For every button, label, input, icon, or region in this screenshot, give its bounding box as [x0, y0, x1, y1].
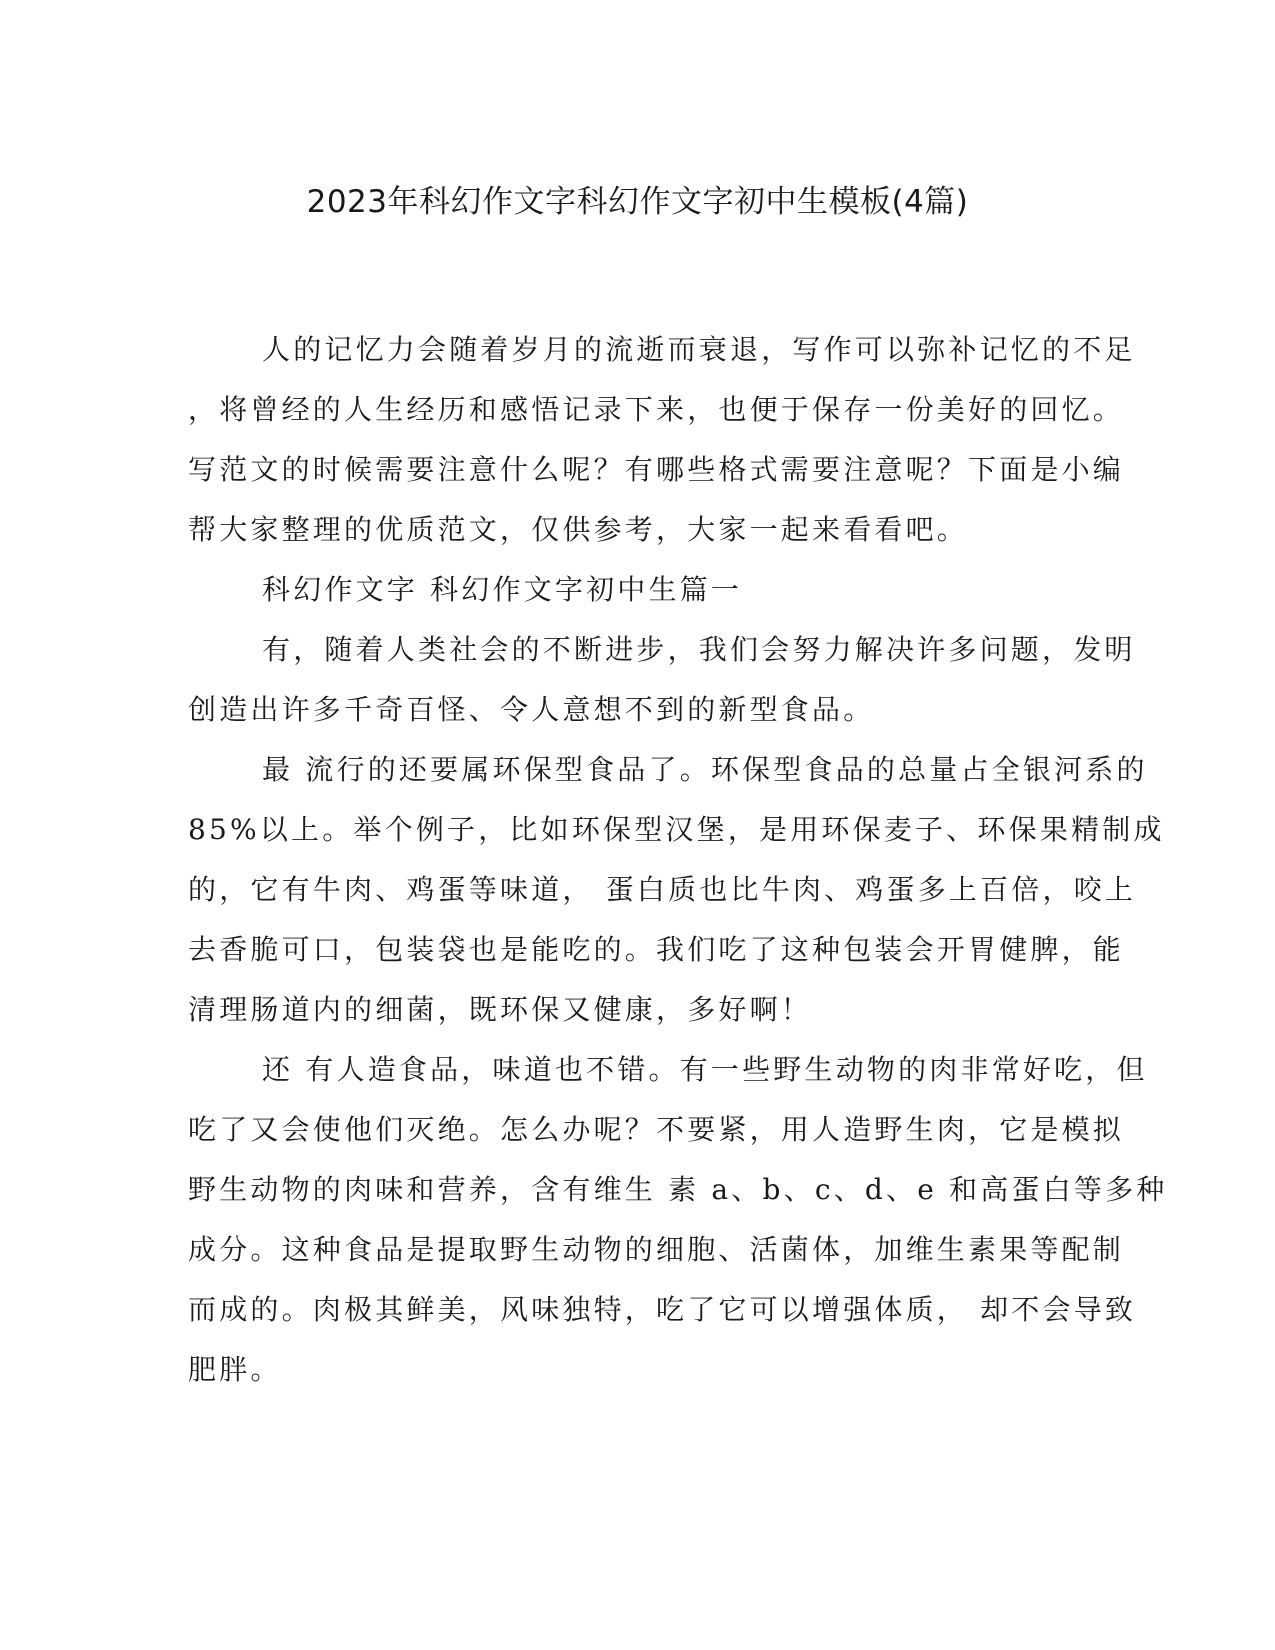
text-line: 而成的。肉极其鲜美，风味独特，吃了它可以增强体质， 却不会导致 [188, 1293, 1137, 1326]
document-body [188, 320, 1168, 1400]
text-line: 帮大家整理的优质范文，仅供参考，大家一起来看看吧。 [188, 513, 969, 546]
text-line: 创造出许多千奇百怪、令人意想不到的新型食品。 [188, 693, 875, 726]
text-line: 清理肠道内的细菌，既环保又健康，多好啊！ [188, 993, 813, 1026]
text-line: 最 流行的还要属环保型食品了。环保型食品的总量占全银河系的 [262, 753, 1148, 786]
text-line: 成分。这种食品是提取野生动物的细胞、活菌体，加维生素果等配制 [188, 1233, 1125, 1266]
text-line: 的，它有牛肉、鸡蛋等味道， 蛋白质也比牛肉、鸡蛋多上百倍，咬上 [188, 873, 1137, 906]
text-line: 85%以上。举个例子，比如环保型汉堡，是用环保麦子、环保果精制成 [188, 813, 1165, 846]
text-line: 还 有人造食品，味道也不错。有一些野生动物的肉非常好吃，但 [262, 1053, 1148, 1086]
text-line: 有，随着人类社会的不断进步，我们会努力解决许多问题，发明 [262, 633, 1136, 666]
text-line: 肥胖。 [188, 1353, 282, 1386]
document-title: 2023年科幻作文字科幻作文字初中生模板(4篇) [306, 184, 969, 220]
text-line: 写范文的时候需要注意什么呢？有哪些格式需要注意呢？下面是小编 [188, 453, 1125, 486]
text-line: 吃了又会使他们灭绝。怎么办呢？不要紧，用人造野生肉，它是模拟 [188, 1113, 1125, 1146]
text-line: 去香脆可口，包装袋也是能吃的。我们吃了这种包装会开胃健脾，能 [188, 933, 1125, 966]
text-line: 野生动物的肉味和营养，含有维生 素 a、b、c、d、e 和高蛋白等多种 [188, 1173, 1168, 1206]
text-line: 人的记忆力会随着岁月的流逝而衰退，写作可以弥补记忆的不足 [262, 333, 1136, 366]
section-heading: 科幻作文字 科幻作文字初中生篇一 [262, 573, 743, 606]
text-line: ，将曾经的人生经历和感悟记录下来，也便于保存一份美好的回忆。 [188, 393, 1125, 426]
